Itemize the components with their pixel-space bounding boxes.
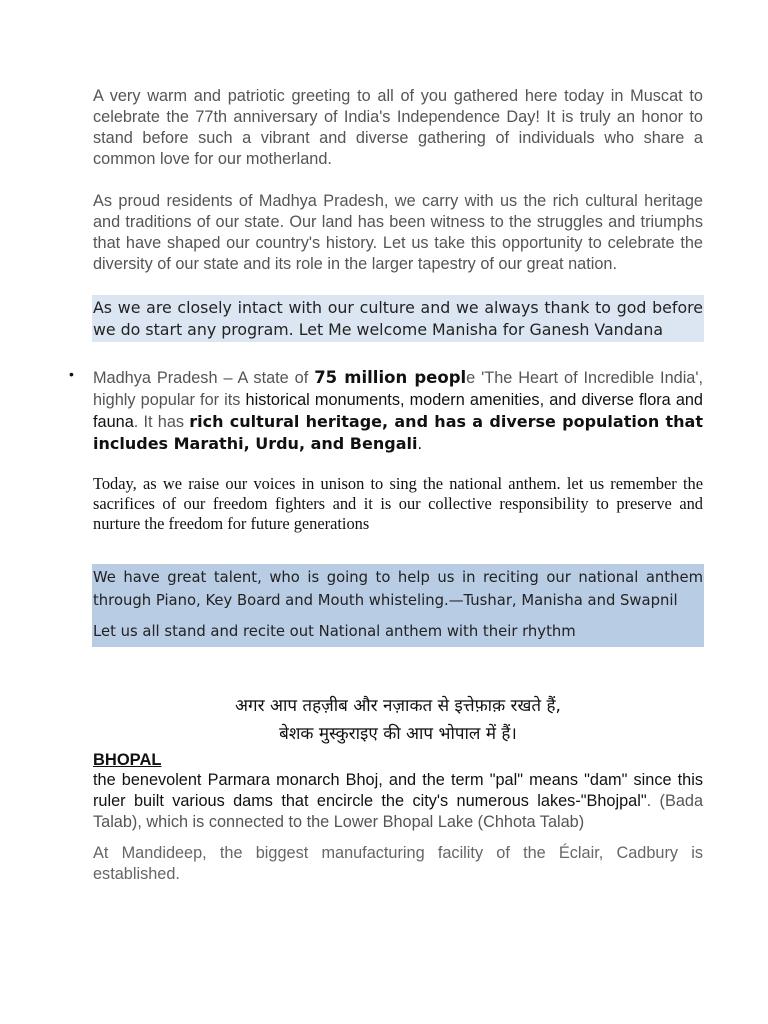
bhopal-part-1: the benevolent Parmara monarch Bhoj, and the term "pal" means "dam" since this ruler built various dams that encircle the city's numerous lakes-"Bhojpal"	[93, 771, 703, 810]
bullet-part-6: rich cultural heritage, and has a diverse population that includes Marathi, Urdu, and Bengali	[93, 412, 703, 453]
bhopal-heading: BHOPAL	[93, 751, 162, 769]
anthem-intro-paragraph: Today, as we raise our voices in unison to sing the national anthem. let us remember the sacrifices of our freedom fighters and it is our collective responsibility to preserve and nurture the freedom for future generations	[93, 474, 703, 533]
bullet-part-7: .	[417, 435, 422, 453]
bullet-marker: •	[69, 366, 74, 382]
residents-paragraph: As proud residents of Madhya Pradesh, we carry with us the rich cultural heritage and traditions of our state. Our land has been witness to the struggles and triumphs that have shaped our country's history. Let us take this opportunity to celebrate the diversity of our state and its role in the larger tapestry of our great nation.	[93, 192, 703, 273]
mandideep-paragraph: At Mandideep, the biggest manufacturing facility of the Éclair, Cadbury is established.	[93, 844, 703, 883]
bullet-part-3: e 'The Heart of Incredible India', highly popular for its	[93, 369, 703, 409]
bullet-part-4: historical monuments, modern amenities, and diverse flora and fauna	[93, 391, 703, 431]
bullet-part-5: . It has	[133, 413, 190, 431]
hindi-couplet	[93, 692, 703, 748]
stand-text: Let us all stand and recite out National anthem with their rhythm	[93, 623, 576, 640]
bhopal-paragraph	[93, 770, 703, 833]
bhopal-part-2: . (Bada Talab), which is connected to the Lower Bhopal Lake (Chhota Talab)	[93, 792, 703, 831]
bullet-text	[93, 366, 703, 455]
bullet-part-1: Madhya Pradesh – A state of	[93, 369, 315, 387]
greeting-paragraph: A very warm and patriotic greeting to all of you gathered here today in Muscat to celebrate the 77th anniversary of India's Independence Day! It is truly an honor to stand before such a vibrant and diverse gathering of individuals who share a common love for our motherland.	[93, 87, 703, 168]
bullet-item	[69, 366, 703, 455]
ganesh-vandana-highlight	[92, 295, 704, 342]
hindi-line-1: अगर आप तहज़ीब और नज़ाकत से इत्तेफ़ाक़ रखते हैं,	[235, 696, 561, 716]
hindi-line-2: बेशक मुस्कुराइए की आप भोपाल में हैं।	[279, 724, 517, 744]
ganesh-vandana-text: As we are closely intact with our culture and we always thank to god before we do start any program. Let Me welcome Manisha for Ganesh Vandana	[93, 298, 703, 339]
talent-text: We have great talent, who is going to help us in reciting our national anthem through Piano, Key Board and Mouth whisteling.—Tushar, Manisha and Swapnil	[93, 569, 703, 609]
document-page	[69, 86, 703, 885]
talent-highlight	[92, 564, 704, 647]
bullet-part-2: 75 million peopl	[314, 368, 467, 387]
